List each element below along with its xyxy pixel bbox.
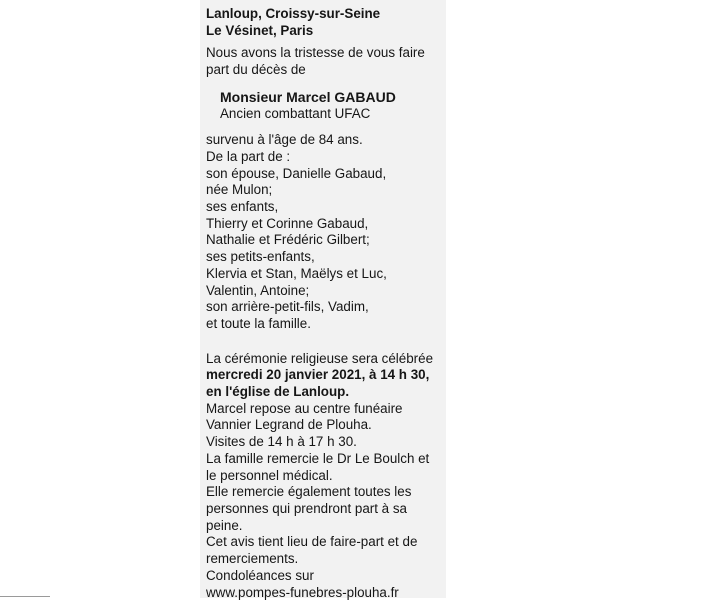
details-line: remerciements.	[206, 551, 456, 568]
details-line: Vannier Legrand de Plouha.	[206, 417, 456, 434]
family-line: Valentin, Antoine;	[206, 283, 456, 300]
family-line: Klervia et Stan, Maëlys et Luc,	[206, 266, 456, 283]
places-line-1: Lanloup, Croissy-sur-Seine	[206, 6, 456, 23]
family-line: et toute la famille.	[206, 316, 456, 333]
details-line: Marcel repose au centre funéaire	[206, 401, 456, 418]
family-line: née Mulon;	[206, 182, 456, 199]
website-line: www.pompes-funebres-plouha.fr	[206, 585, 456, 601]
details-line: Cet avis tient lieu de faire-part et de	[206, 534, 456, 551]
details-line: La famille remercie le Dr Le Boulch et	[206, 451, 456, 468]
family-line: ses enfants,	[206, 199, 456, 216]
family-line: Thierry et Corinne Gabaud,	[206, 216, 456, 233]
details-line: Visites de 14 h à 17 h 30.	[206, 434, 456, 451]
ceremony-intro: La cérémonie religieuse sera célébrée	[206, 351, 456, 368]
ceremony-date: mercredi 20 janvier 2021, à 14 h 30,	[206, 367, 456, 384]
details-line: le personnel médical.	[206, 468, 456, 485]
deceased-name: Monsieur Marcel GABAUD	[206, 89, 456, 106]
corner-divider	[0, 596, 50, 597]
details-line: Condoléances sur	[206, 568, 456, 585]
details-line: peine.	[206, 518, 456, 535]
family-line: son arrière-petit-fils, Vadim,	[206, 299, 456, 316]
details-line: Elle remercie également toutes les	[206, 484, 456, 501]
obituary-notice	[206, 6, 456, 601]
details-line: personnes qui prendront part à sa	[206, 501, 456, 518]
family-line: son épouse, Danielle Gabaud,	[206, 166, 456, 183]
deceased-title: Ancien combattant UFAC	[206, 106, 456, 123]
ceremony-place: en l'église de Lanloup.	[206, 384, 456, 401]
intro-line-1: Nous avons la tristesse de vous faire	[206, 45, 456, 62]
places-line-2: Le Vésinet, Paris	[206, 23, 456, 40]
family-line: De la part de :	[206, 149, 456, 166]
family-line: survenu à l'âge de 84 ans.	[206, 132, 456, 149]
family-line: Nathalie et Frédéric Gilbert;	[206, 232, 456, 249]
intro-line-2: part du décès de	[206, 62, 456, 79]
family-line: ses petits-enfants,	[206, 249, 456, 266]
